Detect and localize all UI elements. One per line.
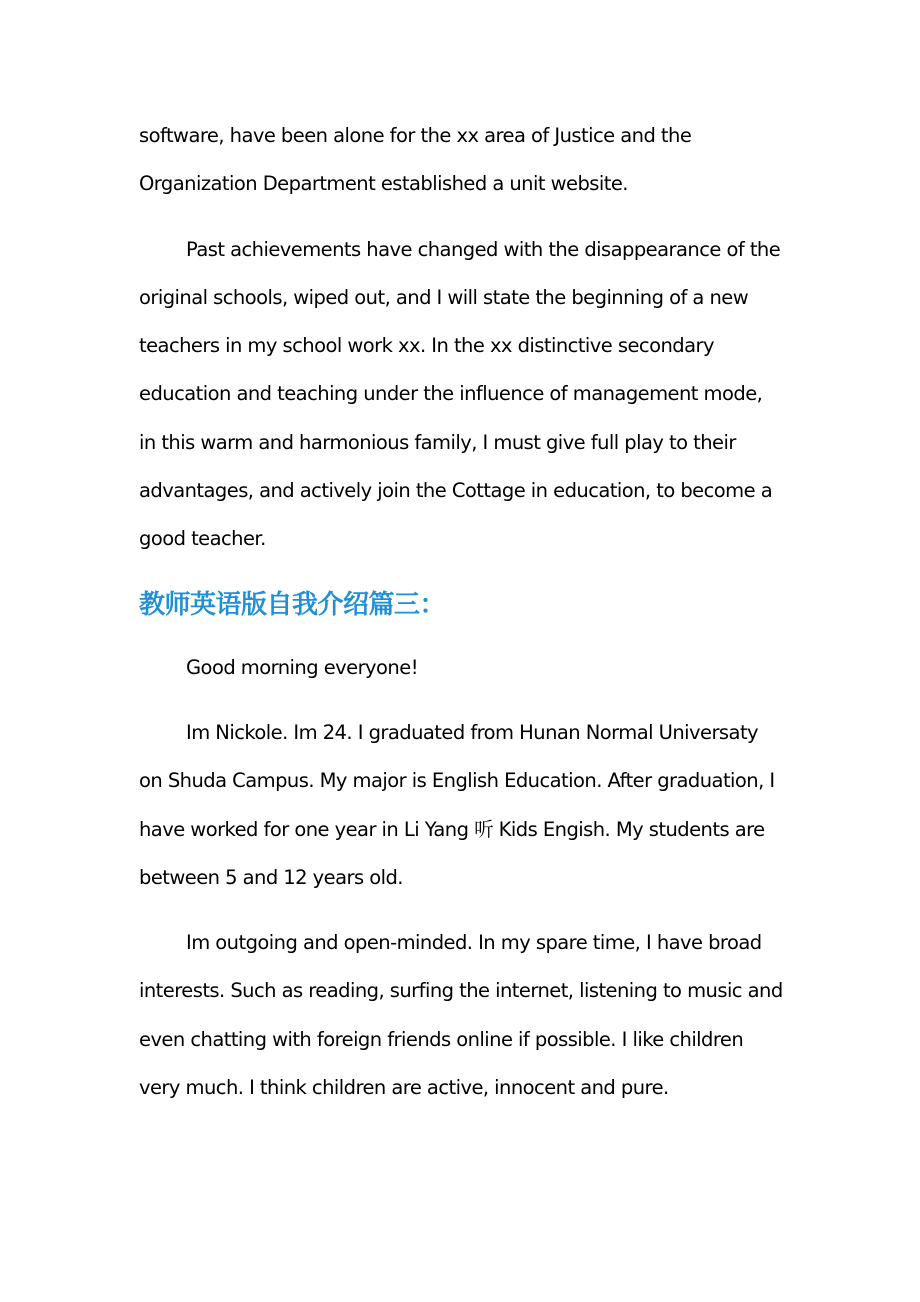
paragraph-continuation: software, have been alone for the xx area of Justice and the Organization Department established a unit website. [139,124,692,196]
section-heading: 教师英语版自我介绍篇三： [139,589,446,620]
paragraph-introduction: Im Nickole. Im 24. I graduated from Hunan Normal Universaty on Shuda Campus. My major is English Education. After graduation, I have worked for one year in Li Yang 听 Kids Engish. My students are between 5 and 12 years old. [139,720,775,889]
document-body [139,112,784,1129]
paragraph-interests: Im outgoing and open-minded. In my spare time, I have broad interests. Such as reading, surfing the internet, listening to music and even chatting with foreign friends online if possible. I like children very much. I think children are active, innocent and pure. [139,931,783,1100]
paragraph-greeting: Good morning everyone! [186,655,418,679]
paragraph-achievements: Past achievements have changed with the disappearance of the original schools, wiped out, and I will state the beginning of a new teachers in my school work xx. In the xx distinctive secondary education and teaching under the influence of management mode, in this warm and harmonious family, I must give full play to their advantages, and actively join the Cottage in education, to become a good teacher. [139,237,781,551]
